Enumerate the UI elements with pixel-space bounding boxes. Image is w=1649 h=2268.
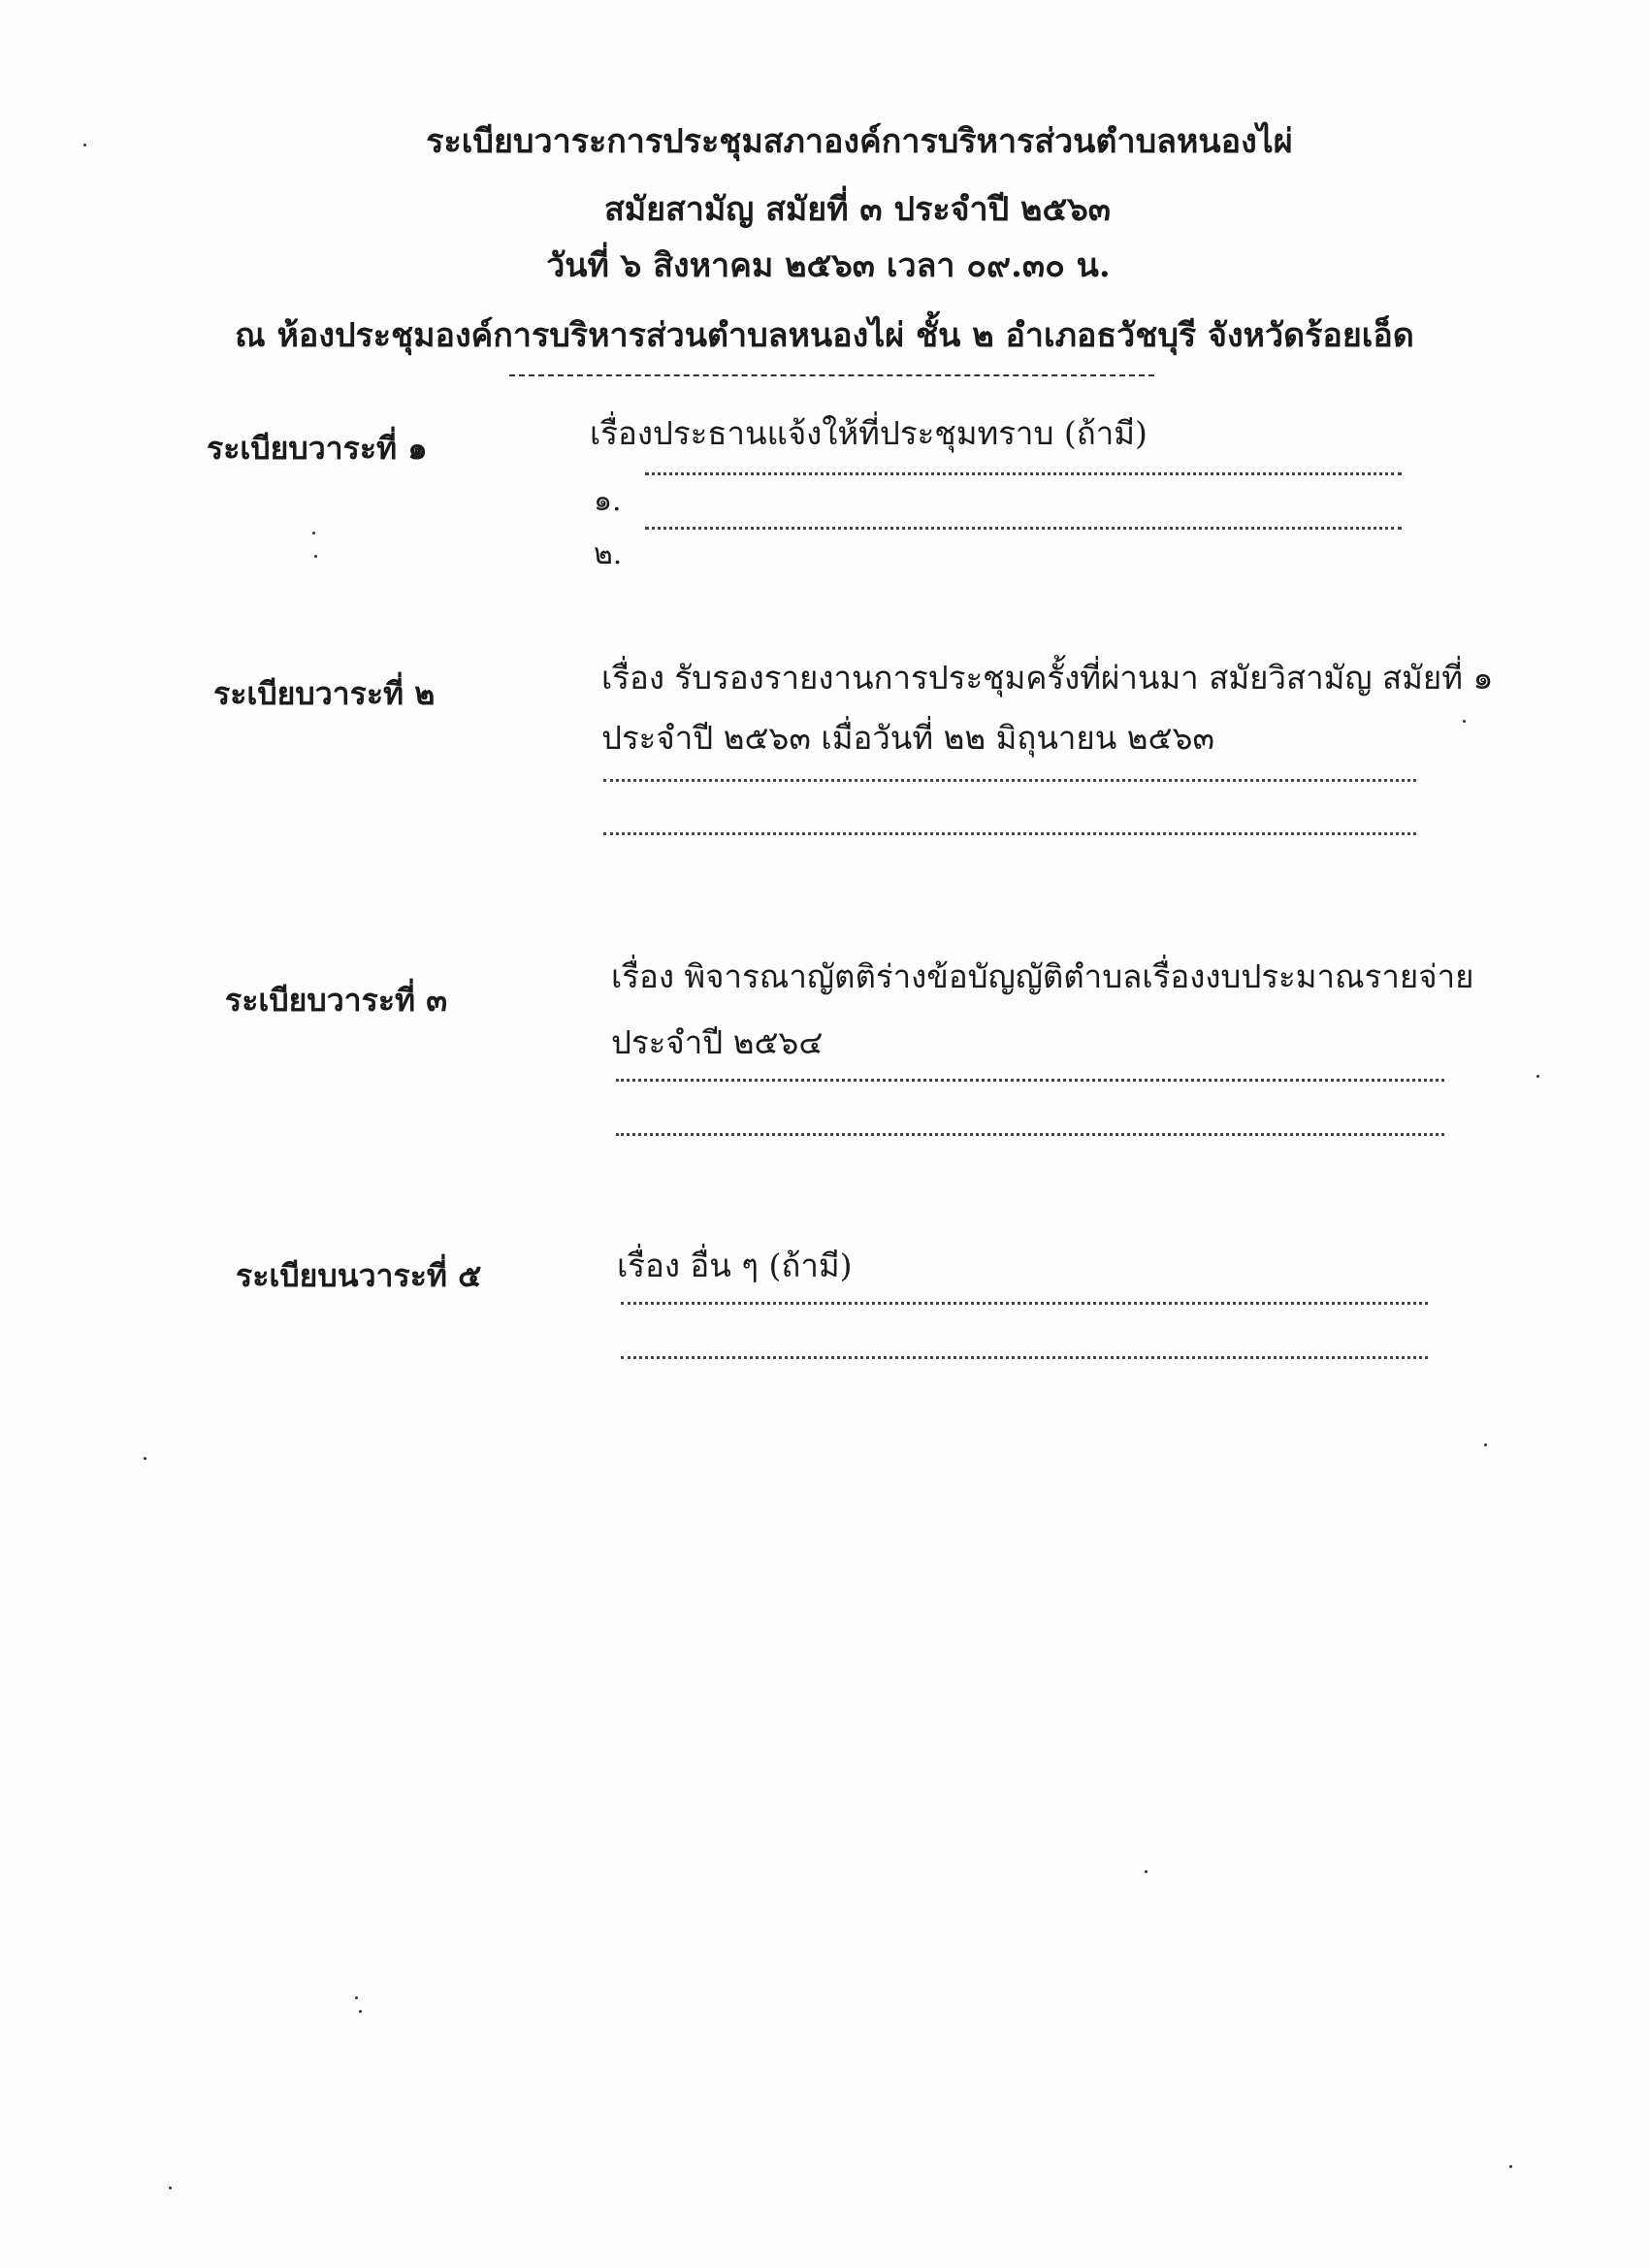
scan-speck bbox=[144, 1457, 146, 1460]
agenda-item-number-2: ๒. bbox=[594, 537, 623, 571]
agenda-title: ระเบียบวาระการประชุมสภาองค์การบริหารส่วนตำบลหนองไผ่ bbox=[426, 122, 1293, 161]
agenda-topic-2-line-2: ประจำปี ๒๕๖๓ เมื่อวันที่ ๒๒ มิถุนายน ๒๕๖๓ bbox=[601, 719, 1215, 757]
agenda-topic-3-line-2: ประจำปี ๒๕๖๔ bbox=[611, 1023, 824, 1061]
agenda-label-5: ระเบียบนวาระที่ ๕ bbox=[236, 1257, 482, 1294]
fill-line bbox=[621, 1302, 1428, 1305]
fill-line bbox=[645, 527, 1402, 530]
agenda-label-1: ระเบียบวาระที่ ๑ bbox=[207, 430, 428, 467]
scan-speck bbox=[1509, 2165, 1512, 2168]
scan-speck bbox=[1484, 1443, 1487, 1446]
scan-speck bbox=[1463, 720, 1466, 723]
scan-speck bbox=[83, 144, 86, 146]
fill-line bbox=[603, 832, 1416, 835]
scan-speck bbox=[169, 2187, 172, 2189]
fill-line bbox=[621, 1356, 1428, 1359]
meeting-location: ณ ห้องประชุมองค์การบริหารส่วนตำบลหนองไผ่ ชั้น ๒ อำเภอธวัชบุรี จังหวัดร้อยเอ็ด bbox=[235, 316, 1414, 355]
scan-speck bbox=[314, 555, 317, 558]
agenda-item-number-1: ๑. bbox=[594, 484, 622, 518]
scan-speck bbox=[355, 1996, 358, 1999]
scan-speck bbox=[1536, 1075, 1539, 1078]
scan-speck bbox=[359, 2010, 362, 2013]
scan-speck bbox=[312, 532, 315, 535]
agenda-topic-1: เรื่องประธานแจ้งให้ที่ประชุมทราบ (ถ้ามี) bbox=[590, 414, 1148, 452]
agenda-topic-2-line-1: เรื่อง รับรองรายงานการประชุมครั้งที่ผ่านมา สมัยวิสามัญ สมัยที่ ๑ bbox=[601, 659, 1494, 697]
agenda-topic-5: เรื่อง อื่น ๆ (ถ้ามี) bbox=[617, 1247, 853, 1284]
session-title: สมัยสามัญ สมัยที่ ๓ ประจำปี ๒๕๖๓ bbox=[603, 190, 1112, 229]
fill-line bbox=[603, 779, 1416, 782]
scan-speck bbox=[1145, 1870, 1148, 1873]
fill-line bbox=[645, 472, 1402, 475]
fill-line bbox=[616, 1079, 1444, 1082]
fill-line bbox=[616, 1133, 1444, 1136]
meeting-date: วันที่ ๖ สิงหาคม ๒๕๖๓ เวลา ๐๙.๓๐ น. bbox=[546, 246, 1111, 285]
agenda-label-3: ระเบียบวาระที่ ๓ bbox=[225, 982, 448, 1019]
agenda-label-2: ระเบียบวาระที่ ๒ bbox=[213, 675, 436, 712]
header-divider bbox=[509, 374, 1154, 376]
agenda-topic-3-line-1: เรื่อง พิจารณาญัตติร่างข้อบัญญัติตำบลเรื่องงบประมาณรายจ่าย bbox=[611, 957, 1474, 995]
